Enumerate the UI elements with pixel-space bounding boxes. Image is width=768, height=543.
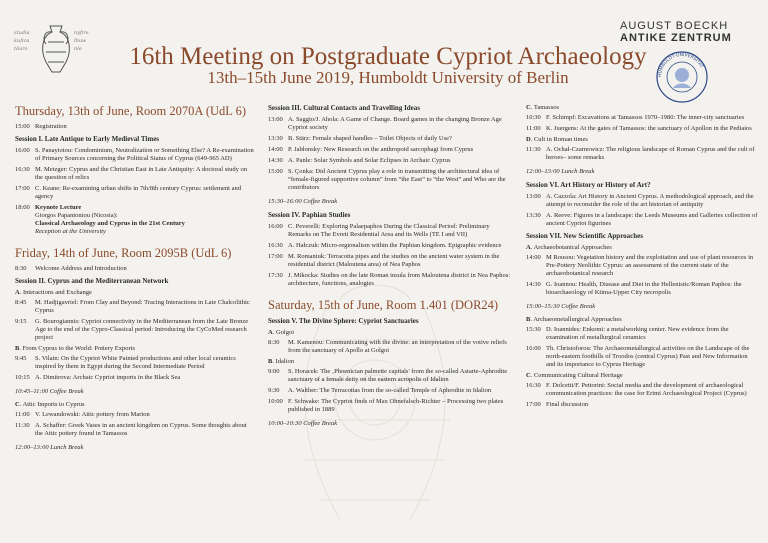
subsection-letter: C [526, 104, 531, 111]
lunch-break: 12:00–13:00 Lunch Break [15, 444, 84, 451]
time: 13:30 [268, 135, 283, 142]
text: Welcome Address and Introduction [35, 265, 127, 272]
time: 17:30 [268, 272, 283, 279]
time: 8:45 [15, 299, 27, 306]
text: Th. Christoforou: The Archaeometallurgical activities on the Landscape of the north-eastern foothills of Troodos (central Cyprus) Past and New Information and its importance to Cyprus Heritage [546, 345, 750, 368]
list-item [15, 166, 255, 182]
list-item [15, 411, 255, 419]
subsection-title: . Archaeometallurgical Approaches [530, 316, 622, 323]
text: F. Schwake: The Cypriot finds of Max Ohnefalsch-Richter – Processing two plates published in 1889 [288, 398, 504, 413]
text: F. Schimpf: Excavations at Tamassos 1970–1980: The inner-city sanctuaries [546, 114, 745, 121]
svg-text:studia: studia [14, 30, 30, 36]
lunch-break: 12:00–13:00 Lunch Break [526, 168, 595, 175]
coffee-break: 15:00–15:30 Coffee Break [526, 303, 596, 310]
time: 14:00 [526, 254, 541, 261]
time: 15:30 [526, 326, 541, 333]
session-heading: Session VII. New Scientific Approaches [526, 232, 644, 240]
list-item [268, 157, 513, 165]
time: 14:00 [268, 146, 283, 153]
time: 16:00 [526, 345, 541, 352]
time: 10:15 [15, 374, 30, 381]
subsection-letter: A [268, 329, 273, 336]
session-heading: Session II. Cyprus and the Mediterranean Network [15, 277, 169, 285]
list-item [15, 374, 255, 382]
text: C. Keane: Re-examining urban shifts in 7th/8th century Cyprus: settlement and agency [35, 185, 241, 200]
session-heading: Session VI. Art History or History of Art? [526, 181, 651, 189]
coffee-break: 10:00–10:30 Coffee Break [268, 420, 338, 427]
subsection-title: . Golgoi [272, 329, 295, 336]
time: 11:00 [526, 125, 541, 132]
list-item [15, 185, 255, 201]
time: 13:00 [526, 193, 541, 200]
text: S. Horacek: The ‚Phoenician palmette capitals' from the so-called Astarte-Aphrodite sanctuary of a female deity on the eastern acropolis of Idalion [288, 368, 508, 383]
keynote-details [35, 204, 255, 236]
subsection-title: . Idalion [272, 358, 295, 365]
subsection-letter: B [15, 345, 20, 352]
list-item [15, 355, 255, 371]
text: G. Ioannou: Health, Disease and Diet in the Hellenistic/Roman Paphos: the bioarchaeology of Ktima-Upper City necropolis [546, 281, 742, 296]
time: 11:30 [526, 146, 541, 153]
svg-text:lhuw: lhuw [74, 38, 87, 44]
list-item [15, 147, 255, 163]
subsection-title: . Interactions and Exchange [19, 289, 92, 296]
subsection-letter: D [526, 136, 531, 143]
time: 8:30 [15, 265, 27, 272]
time: 10:30 [526, 114, 541, 121]
time: 9:00 [268, 368, 280, 375]
day-heading-saturday: Saturday, 15th of June, Room 1.401 (DOR24) [268, 298, 499, 312]
svg-text:tāuro: tāuro [14, 46, 28, 52]
text: S. Çonka: Did Ancient Cyprus play a role in transmitting the architectural idea of “female-figured supportive column” from “the East” to “the West” and Who are the contributors [288, 168, 506, 191]
time: 11:00 [15, 411, 30, 418]
keynote-speaker: Giorgos Papantoniou (Nicosia): [35, 212, 118, 219]
list-item [526, 212, 758, 228]
list-item [526, 382, 758, 398]
text: D. Ioannides: Enkomi: a metalworking center. New evidence from the examination of metallurgical ceramics [546, 326, 729, 341]
list-item [526, 146, 758, 162]
page-title: 16th Meeting on Postgraduate Cypriot Archaeology [129, 43, 647, 70]
org-line-2-text: ANTIKE ZENTRUM [620, 32, 732, 44]
text: J. Mikocka: Studies on the late Roman insula from Maloutena district in Nea Paphos: architecture, functions, analogies [288, 272, 511, 287]
text: Final discussion [546, 401, 589, 408]
subsection-letter: A [526, 244, 531, 251]
list-item [268, 135, 513, 143]
keynote-talk: Classical Archaeology and Cyprus in the 21st Century [35, 220, 185, 227]
text: C. Peverelli: Exploring Palaepaphos During the Classical Period: Preliminary Remarks on The Evreti Residential Area and its Wells (TE I and VII) [288, 223, 490, 238]
column-1 [15, 100, 255, 457]
org-line-2 [620, 32, 732, 44]
subsection-heading [268, 358, 513, 366]
text: A. Walther: The Terracottas from the so-called Temple of Aphrodite in Idalion [288, 387, 492, 394]
time: 14:30 [268, 157, 283, 164]
subsection-heading [526, 244, 758, 252]
list-item [526, 401, 758, 409]
time: 9:30 [268, 387, 280, 394]
time: 17:00 [268, 253, 283, 260]
list-item [526, 125, 758, 133]
subsection-letter: B [268, 358, 273, 365]
time: 9:45 [15, 355, 27, 362]
subsection-heading [268, 329, 513, 337]
list-item [268, 146, 513, 154]
subsection-heading [526, 372, 758, 380]
keynote-label: Keynote Lecture [35, 204, 82, 211]
subsection-heading [15, 401, 255, 409]
subsection-heading [526, 136, 758, 144]
session-heading: Session I. Late Antique to Early Medieval Times [15, 135, 160, 143]
svg-text:nle: nle [74, 46, 82, 52]
list-item [526, 254, 758, 278]
text: A. Panle: Solar Symbols and Solar Eclipses in Archaic Cyprus [288, 157, 451, 164]
time: 16:00 [268, 223, 283, 230]
text: P. Jabłonsky: New Research on the anthropoid sarcophagi from Cyprus [288, 146, 474, 153]
subsection-heading [15, 289, 255, 297]
time: 17:00 [15, 185, 30, 192]
subsection-title: . Communicating Cultural Heritage [530, 372, 623, 379]
time: 17:00 [526, 401, 541, 408]
amphora-logo-icon [10, 20, 102, 76]
subsection-letter: B [526, 316, 531, 323]
svg-text:nyfire: nyfire [74, 30, 89, 36]
time: 11:30 [15, 422, 30, 429]
list-item [526, 326, 758, 342]
subsection-title: . Archaeobotanical Approaches [530, 244, 612, 251]
list-item [526, 193, 758, 209]
column-2 [268, 100, 513, 433]
time: 15:00 [15, 123, 30, 130]
time: 18:00 [15, 204, 30, 211]
subsection-letter: C [15, 401, 20, 408]
subsection-letter: C [526, 372, 531, 379]
text: A. Ochał-Czarnowicz: The religious landscape of Roman Cyprus and the cult of heroes– some remarks [546, 146, 755, 161]
text: F. Dolcetti/F. Pettorini: Social media and the development of archaeological communication practices: the case for Erimi Archaeological Project (Cyprus) [546, 382, 747, 397]
svg-text:kufica: kufica [14, 38, 30, 44]
time: 9:15 [15, 318, 27, 325]
svg-text:HUMBOLDT-UNIVERSITÄT: HUMBOLDT-UNIVERSITÄT [657, 52, 704, 78]
coffee-break: 10:45–11:00 Coffee Break [15, 388, 84, 395]
list-item [15, 318, 255, 342]
session-heading: Session IV. Paphian Studies [268, 211, 351, 219]
list-item [268, 253, 513, 269]
time: 16:30 [268, 242, 283, 249]
org-line-1: AUGUST BOECKH [620, 20, 729, 32]
text: A. Dimitrova: Archaic Cypriot imports in the Black Sea [35, 374, 181, 381]
text: M. Romaniuk: Terracotta pipes and the studies on the ancient water system in the residential district (Maloutena area) of Nea Paphos [288, 253, 500, 268]
list-item [268, 368, 513, 384]
text: B. Stärz: Female shaped handles – Toilet Objects of daily Use? [288, 135, 452, 142]
page-subtitle: 13th–15th June 2019, Humboldt University of Berlin [207, 68, 569, 87]
session-heading: Session V. The Divine Sphere: Cypriot Sanctuaries [268, 317, 419, 325]
keynote-item [15, 204, 255, 236]
subsection-title: . Cult in Roman times [530, 136, 588, 143]
text: A. Reeve: Figures in a landscape: the Leeds Museums and Galleries collection of ancient Cypriot figurines [546, 212, 758, 227]
reception-note: Reception at the University [35, 228, 106, 235]
subsection-title: . Tamassos [530, 104, 560, 111]
coffee-break: 15:30–16:00 Coffee Break [268, 198, 338, 205]
list-item [268, 339, 513, 355]
text: A. Saggio/J. Ahola: A Game of Change. Board games in the changing Bronze Age Cypriot society [288, 116, 502, 131]
day-heading-friday: Friday, 14th of June, Room 2095B (UdL 6) [15, 246, 232, 260]
subsection-heading [15, 345, 255, 353]
time: 13:30 [526, 212, 541, 219]
time: 16:30 [15, 166, 30, 173]
text: S. Vilain: On the Cypriot White Painted productions and other local ceramics inspired by them in Egypt during the Second Intermediate Period [35, 355, 236, 370]
text: A. Cazzola: Art History in Ancient Cyprus. A methodological approach, and the attempt to reconsider the role of the art historian of antiquity [546, 193, 754, 208]
text: S. Panayiotou: Condominium, Neutralization or Something Else? A Re-examination of Primary Sources concerning the Political Status of Cyprus (649-965 AD) [35, 147, 254, 162]
humboldt-seal-icon [655, 50, 709, 104]
subsection-letter: A [15, 289, 20, 296]
time: 16:00 [15, 147, 30, 154]
text: M. Metzger: Cyprus and the Christian East in Late Antiquity: A doctoral study on the question of relics [35, 166, 247, 181]
list-item [526, 281, 758, 297]
text: K. Juergens: At the gates of Tamassos: the sanctuary of Apollon in the Pediaios [546, 125, 752, 132]
time: 14:30 [526, 281, 541, 288]
session-heading: Session III. Cultural Contacts and Travelling Ideas [268, 104, 421, 112]
list-item [268, 223, 513, 239]
text: M. Kamenou: Communicating with the divine: an interpretation of the votive reliefs from the sanctuary of Apollo at Golgoi [288, 339, 507, 354]
list-item [15, 422, 255, 438]
list-item [268, 272, 513, 288]
registration-item [15, 123, 255, 131]
subsection-heading [526, 316, 758, 324]
text: V. Lewandowski: Attic pottery from Marion [35, 411, 150, 418]
text: G. Bourogiannis: Cypriot connectivity in the Mediterranean from the Late Bronze Age to the end of the Cypro-Classical period: Introducing the CyCoMed research project [35, 318, 249, 341]
time: 15:00 [268, 168, 283, 175]
subsection-title: . Attic Imports to Cyprus [19, 401, 85, 408]
list-item [268, 242, 513, 250]
time: 10:00 [268, 398, 283, 405]
text: M. Hadjigavriel: From Clay and Beyond: Tracing Interactions in Late Chalcolithic Cyprus [35, 299, 250, 314]
list-item [268, 387, 513, 395]
time: 8:30 [268, 339, 280, 346]
list-item [268, 116, 513, 132]
text: M Rousou: Vegetation history and the exploitation and use of plant resources in Pre-Pottery Neolithic Cyprus: an assessment of the current state of the archaeobotanical research [546, 254, 754, 277]
list-item [526, 345, 758, 369]
list-item [15, 299, 255, 315]
column-3 [526, 100, 758, 412]
subsection-heading [526, 104, 758, 112]
subsection-title: . From Cyprus to the World: Pottery Exports [19, 345, 135, 352]
list-item [268, 398, 513, 414]
text: A. Hałczuk: Micro-regionalism within the Paphian kingdom. Epigraphic evidence [288, 242, 502, 249]
text: A. Schaffer: Greek Vases in an ancient kingdom on Cyprus. Some thoughts about the Attic pottery found in Tamassos [35, 422, 247, 437]
welcome-item [15, 265, 255, 273]
time: 16:30 [526, 382, 541, 389]
header [0, 0, 768, 100]
list-item [526, 114, 758, 122]
day-heading-thursday: Thursday, 13th of June, Room 2070A (UdL 6) [15, 104, 246, 118]
time: 13:00 [268, 116, 283, 123]
list-item [268, 168, 513, 192]
text: Registration [35, 123, 67, 130]
